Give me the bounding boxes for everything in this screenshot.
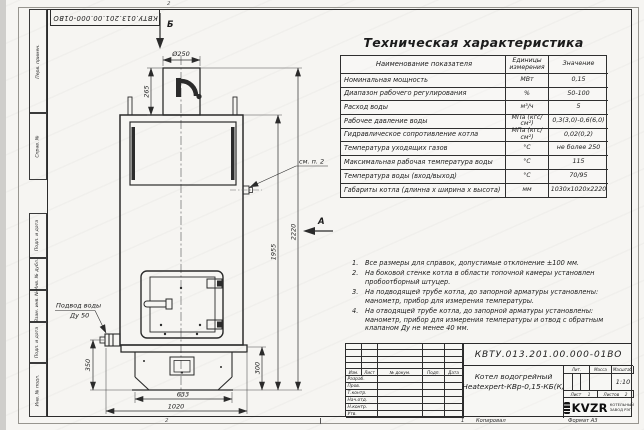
spec-header-value: Значение (549, 56, 608, 74)
door-hinge-bottom-pin (217, 322, 223, 328)
note-number: 3. (352, 288, 359, 297)
revision-grid (346, 344, 463, 369)
sheets-value: 2 (624, 391, 628, 397)
lit-mass-scale-header (564, 366, 634, 374)
spec-cell: м³/ч (506, 101, 549, 115)
note-number: 2. (352, 269, 359, 278)
sheet-value: 1 (587, 391, 591, 397)
margin-label: Подп. и дата (35, 326, 41, 359)
note-number: 1. (352, 259, 359, 267)
kvzr-logo-text: KVZR (571, 401, 608, 415)
dim-chimney-height: 265 (142, 85, 151, 98)
lit-mass-scale-values (564, 374, 634, 391)
sign-utv: Утв. (346, 411, 378, 418)
mass-label: Масса (590, 366, 612, 374)
logo-sub-line2: ЗАВОД РЭП (609, 408, 632, 412)
rev-col-izm: Изм. (346, 369, 362, 376)
zone-mark: 1 (461, 418, 465, 424)
dim-chimney-diameter: Ø250 (172, 50, 190, 58)
revision-header-row (346, 369, 463, 376)
spec-cell: мм (506, 184, 549, 198)
product-name-line2: Heatexpert-КВр-0,15-КБ(К) (462, 381, 565, 391)
spec-cell: 0,3(3,0)-0,6(6,0) (549, 115, 608, 129)
spec-cell: Диапазон рабочего регулирования (341, 88, 506, 102)
spec-table (340, 55, 607, 198)
title-block-right (563, 366, 633, 418)
spec-cell: МПа (кгс/см²) (506, 129, 549, 143)
extension-lines (90, 56, 302, 414)
spec-cell: Рабочее давление воды (341, 115, 506, 129)
notes-list (352, 259, 616, 335)
note-text: На боковой стенке котла в области топочной камеры установлен пробоотборный штуцер. (365, 269, 595, 286)
spec-cell: 0,02(0,2) (549, 129, 608, 143)
damper-handle (176, 78, 202, 99)
boiler-body (120, 115, 243, 345)
copied-label: Копировал (476, 418, 506, 424)
product-name (463, 366, 563, 418)
fold-mark-bottom: 2 (165, 417, 169, 424)
margin-label: Инв. № подл. (35, 374, 41, 406)
logo-sub-line1: КОТЕЛЬНЫЙ (609, 403, 634, 408)
water-inlet-size: Ду 50 (70, 311, 90, 320)
ash-opening-inner (174, 361, 190, 373)
door-hinge-top-pin (217, 281, 223, 287)
spec-cell: °С (506, 170, 549, 184)
spec-cell: Гидравлическое сопротивление котла (341, 129, 506, 143)
sign-prov: Пров. (346, 383, 378, 390)
lit-label: Лит. (564, 366, 590, 374)
note-text: На отводящей трубе котла, до запорной арматуры установлены: манометр, прибор для измерения температуры и отвод с обратным клапаном Ду не менее 40 мм. (365, 307, 604, 333)
water-inlet-label: Подвод воды (56, 301, 102, 310)
hatch-bar-left (132, 127, 136, 180)
dim-total-height: 2220 (289, 223, 298, 241)
spec-cell: 0,15 (549, 74, 608, 88)
door-handle (144, 301, 168, 307)
margin-label: Взам. инв. № (35, 290, 41, 322)
note-item (352, 288, 616, 305)
dim-feet-width: 633 (176, 390, 190, 399)
dim-base-width: 1020 (167, 402, 185, 411)
sign-razrab: Разраб. (346, 376, 378, 383)
door-handle-hub (166, 299, 172, 309)
note-text: На подводящей трубе котла, до запорной арматуры установлены: манометр, прибор для измерения температуры. (365, 288, 599, 305)
spec-cell: 50-100 (549, 88, 608, 102)
sheets-label: Листов (603, 391, 620, 397)
top-stamp-number: КВТУ.013.201.00.000-01ВО (52, 13, 158, 22)
spec-header-name: Наименование показателя (341, 56, 506, 74)
spec-cell: Габариты котла (длинна х ширина х высота) (341, 184, 506, 198)
rev-col-list: Лист (362, 369, 378, 376)
spec-cell: МВт (506, 74, 549, 88)
spec-cell: 1030х1020х2220 (550, 185, 607, 193)
margin-label: Инв. № дубл. (35, 258, 41, 290)
spec-cell: Максимальная рабочая температура воды (341, 156, 506, 170)
spec-cell: Расход воды (341, 101, 506, 115)
scale-value: 1:10 (612, 374, 634, 391)
sign-tkontr: Т.контр. (346, 390, 378, 397)
note-item (352, 269, 616, 286)
scale-label: Масштаб (612, 367, 632, 372)
sheets-cell (598, 391, 634, 398)
view-arrows (156, 13, 333, 235)
note-item (352, 259, 616, 268)
signature-rows (346, 376, 463, 418)
spec-cell: Номинальная мощность (341, 74, 506, 88)
top-stub-left (128, 97, 132, 115)
note-text: Все размеры для справок, допустимые отклонение ±100 мм. (365, 259, 580, 267)
kvzr-logo-subtitle (610, 403, 634, 412)
hatch-bar-right (231, 127, 235, 180)
product-name-line1: Котел водогрейный (474, 372, 553, 381)
sign-nkontr: Н.контр. (346, 404, 378, 411)
format-label: Формат А3 (568, 418, 598, 424)
sheet-cell (564, 391, 598, 398)
fold-mark-top: 2 (167, 0, 171, 7)
spec-cell: % (506, 88, 549, 102)
margin-label: Справ. № (35, 135, 41, 158)
margin-label: Перв. примен. (35, 43, 41, 79)
spec-cell: 70/95 (549, 170, 608, 184)
spec-cell: МПа (кгс/см²) (506, 115, 549, 129)
rev-col-dokum: № докум. (378, 369, 423, 376)
manufacturer-logo (564, 398, 634, 418)
view-label-b: Б (167, 20, 174, 30)
dim-body-height: 1955 (269, 243, 278, 261)
sheet-label: Лист (570, 391, 582, 397)
dim-inlet-height: 350 (84, 358, 92, 372)
pedestal (132, 352, 233, 390)
upper-hatch (130, 122, 236, 185)
title-block (345, 343, 632, 417)
spec-cell: °С (506, 142, 549, 156)
spec-cell: 115 (549, 156, 608, 170)
dimension-lines (93, 60, 298, 411)
note-number: 4. (352, 307, 359, 316)
view-label-a: А (318, 217, 325, 227)
spec-cell: Температура воды (вход/выход) (341, 170, 506, 184)
spec-cell: Температура уходящих газов (341, 142, 506, 156)
note-reference: см. п. 2 (299, 157, 325, 166)
rev-col-data: Дата (445, 369, 463, 376)
sign-nachotd: Нач.отд. (346, 397, 378, 404)
note-item (352, 307, 616, 333)
spec-table-title: Техническая характеристика (363, 35, 584, 50)
top-stub-right (233, 97, 237, 115)
rev-col-podp: Подп. (423, 369, 445, 376)
spec-cell: 5 (549, 101, 608, 115)
spec-cell: °С (506, 156, 549, 170)
spec-cell: не более 250 (549, 142, 608, 156)
document-number: КВТУ.013.201.00.000-01ВО (463, 344, 633, 366)
kvzr-logo-icon (564, 402, 570, 414)
pedestal-bolts (143, 360, 222, 374)
spec-header-units: Единицы измерения (506, 56, 549, 74)
door-bolts (160, 287, 201, 335)
base-plate (121, 345, 247, 352)
dim-base-height: 300 (253, 361, 262, 375)
sheet-row (564, 391, 634, 398)
margin-label: Подп. и дата (35, 219, 41, 252)
